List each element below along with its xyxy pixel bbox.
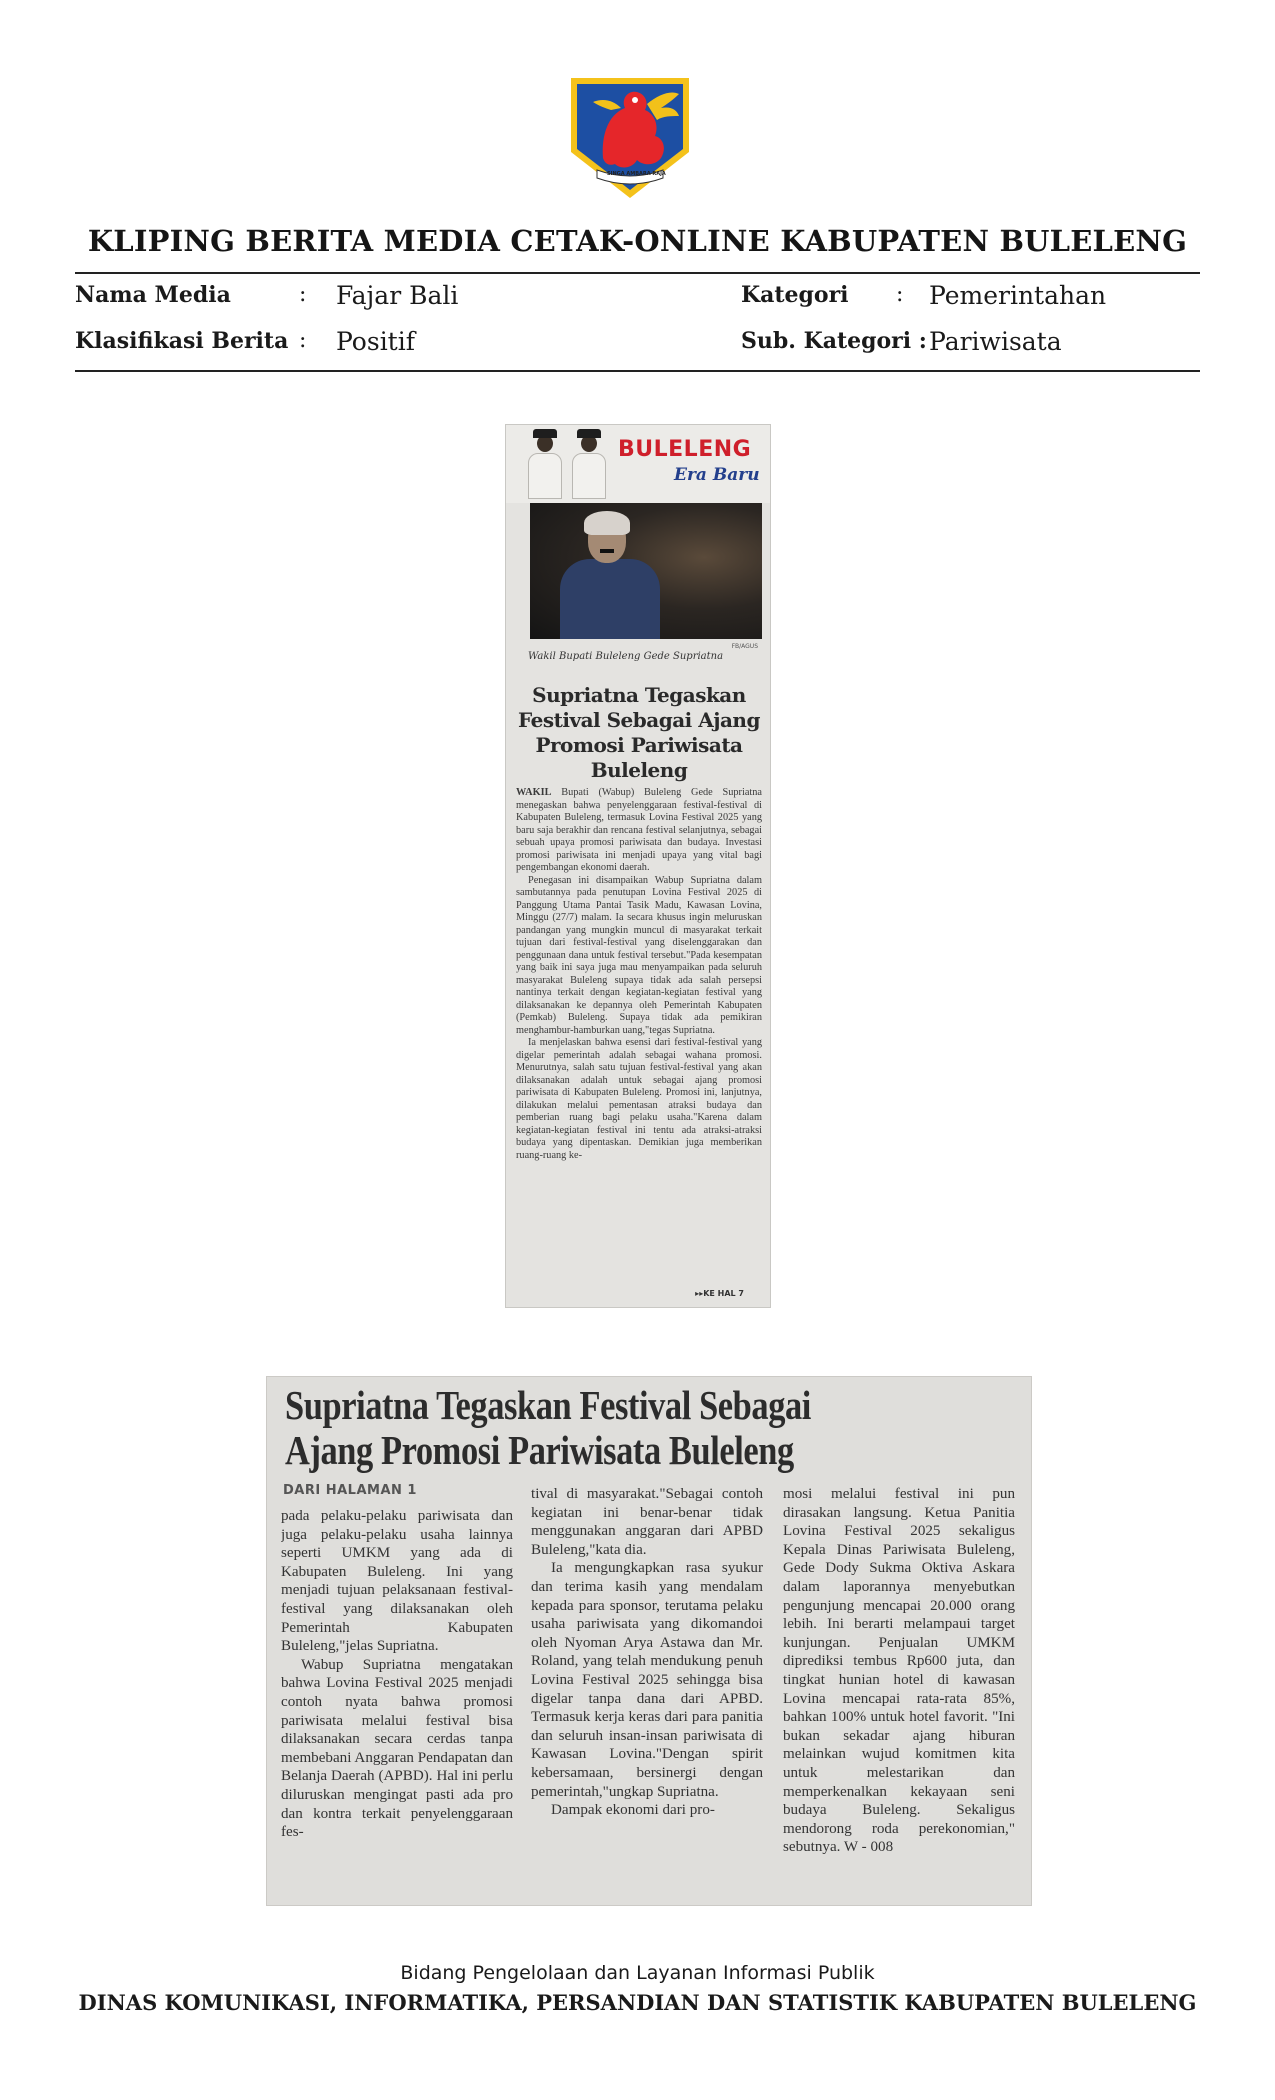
- article-body: [516, 787, 762, 1283]
- article-column-3: [783, 1485, 1015, 1899]
- photo-credit: FB/AGUS: [731, 643, 758, 650]
- lead-word: WAKIL: [516, 787, 552, 798]
- article-paragraph: WAKIL Bupati (Wabup) Buleleng Gede Supriatna menegaskan bahwa penyelenggaraan festival-festival di Kabupaten Buleleng, termasuk Lovina Festival 2025 yang baru saja berakhir dan rencana festival selanjutnya, sebagai sebuah upaya promosi pariwisata dan budaya. Investasi promosi pariwisata ini menjadi upaya yang vital bagi pengembangan ekonomi daerah.: [516, 787, 762, 873]
- classification-label: Klasifikasi Berita: [75, 328, 289, 354]
- article-paragraph: Penegasan ini disampaikan Wabup Supriatna dalam sambutannya pada penutupan Lovina Festival 2025 di Panggung Utama Pantai Tasik Madu, Kawasan Lovina, Minggu (27/7) malam. Ia secara khusus ingin meluruskan pandangan yang mungkin muncul di masyarakat terkait tujuan dari festival-festival yang diselenggarakan dan penggunaan dana untuk festival tersebut."Pada kesempatan yang baik ini saya juga mau menyampaikan pada seluruh masyarakat Buleleng supaya tidak ada salah persepsi nantinya terkait dengan kegiatan-kegiatan festival yang dilaksanakan ke depannya oleh Pemerintah Kabupaten (Pemkab) Buleleng. Supaya tidak ada pemikiran menghambur-hamburkan uang,"tegas Supriatna.: [516, 874, 762, 1036]
- photo-caption: Wakil Bupati Buleleng Gede Supriatna: [528, 651, 724, 662]
- article-paragraph: Dampak ekonomi dari pro-: [551, 1802, 715, 1819]
- clipping-banner: [506, 425, 771, 503]
- article-paragraph: Ia menjelaskan bahwa esensi dari festival-festival yang digelar pemerintah adalah sebagai wahana promosi. Menurutnya, salah satu tujuan festival-festival yang akan dilaksanakan adalah untuk sebagai ajang promosi pariwisata di Kabupaten Buleleng. Promosi ini, lanjutnya, dilakukan melalui pementasan atraksi budaya dan pemberian ruang bagi pelaku usaha."Karena dalam kegiatan-kegiatan festival ini tentu ada atraksi-atraksi budaya yang dipentaskan. Demikian juga memberikan ruang-ruang ke-: [516, 1037, 762, 1161]
- article-paragraph: pada pelaku-pelaku pariwisata dan juga pelaku-pelaku usaha lainnya seperti UMKM yang ada di Kabupaten Buleleng. Ini yang menjadi tujuan pelaksanaan festival-festival yang dilaksanakan oleh Pemerintah Kabupaten Buleleng,"jelas Supriatna.: [281, 1508, 513, 1655]
- regency-emblem-logo: [563, 74, 697, 202]
- header-bottom-divider: [75, 370, 1200, 372]
- classification-value: Positif: [336, 327, 415, 356]
- article-paragraph: Ia mengungkapkan rasa syukur dan terima kasih yang mendalam kepada para sponsor, terutama pelaku usaha pariwisata yang dikomandoi oleh Nyoman Arya Astawa dan Mr. Roland, yang telah mendukung penuh Lovina Festival 2025 sehingga bisa digelar tanpa dana dari APBD. Termasuk kerja keras dari para panitia dan seluruh insan-insan pariwisata di Kawasan Lovina."Dengan spirit kebersamaan, bersinergi dengan pemerintah,"ungkap Supriatna.: [531, 1560, 763, 1800]
- article-paragraph: Wabup Supriatna mengatakan bahwa Lovina Festival 2025 menjadi contoh nyata bahwa promosi pariwisata melalui festival bisa dilaksanakan secara cerdas tanpa membebani Anggaran Pendapatan dan Belanja Daerah (APBD). Hal ini perlu diluruskan mengingat pasti ada pro dan kontra terkait penyelenggaraan fes-: [281, 1656, 513, 1841]
- newspaper-clipping-continuation: [266, 1376, 1032, 1906]
- emblem-motto: SINGA AMBARA RAJA: [607, 171, 666, 177]
- media-name-label: Nama Media: [75, 282, 231, 308]
- adjacent-page-bleed: [973, 1385, 1032, 1445]
- category-value: Pemerintahan: [929, 281, 1107, 310]
- footer-division: Bidang Pengelolaan dan Layanan Informasi Publik: [400, 1962, 875, 1984]
- article-column-2: [531, 1485, 763, 1899]
- continuation-headline: Supriatna Tegaskan Festival Sebagai Ajang Promosi Pariwisata Buleleng: [285, 1382, 811, 1473]
- official-portrait-figure: [572, 429, 606, 499]
- news-photo: [530, 503, 762, 639]
- category-colon: :: [896, 282, 904, 307]
- lion-emblem-icon: [563, 74, 697, 202]
- classification-colon: :: [299, 328, 307, 353]
- sub-category-label: Sub. Kategori :: [741, 328, 927, 354]
- article-paragraph: mosi melalui festival ini pun dirasakan langsung. Ketua Panitia Lovina Festival 2025 sekaligus Kepala Dinas Pariwisata Buleleng, Gede Dody Sukma Oktiva Askara dalam laporannya menyebutkan pengunjung mencapai 20.000 orang lebih. Ini berarti melampaui target kunjungan. Penjualan UMKM diprediksi tembus Rp600 juta, dan tingkat hunian hotel di kawasan Lovina mencapai rata-rata 85%, bahkan 100% untuk hotel favorit. "Ini bukan sekadar ajang hiburan melainkan wujud komitmen kita untuk melestarikan dan memperkenalkan kekayaan seni budaya Buleleng. Sekaligus mendorong roda perekonomian," sebutnya. W - 008: [783, 1486, 1015, 1856]
- continued-on-page-marker: ▸▸KE HAL 7: [695, 1289, 744, 1298]
- newspaper-clipping-front-page: [505, 424, 771, 1308]
- column-brand: BULELENG: [618, 437, 752, 462]
- page-title: KLIPING BERITA MEDIA CETAK-ONLINE KABUPATEN BULELENG: [87, 224, 1188, 258]
- column-brand-subtitle: Era Baru: [674, 465, 760, 485]
- header-top-divider: [75, 272, 1200, 274]
- sub-category-value: Pariwisata: [929, 327, 1062, 356]
- article-column-1: [281, 1507, 513, 1899]
- official-portrait-figure: [528, 429, 562, 499]
- article-paragraph: tival di masyarakat."Sebagai contoh kegiatan ini benar-benar tidak menggunakan anggaran dari APBD Buleleng,"kata dia.: [531, 1486, 763, 1558]
- article-headline: Supriatna Tegaskan Festival Sebagai Ajang Promosi Pariwisata Buleleng: [518, 683, 760, 782]
- media-name-value: Fajar Bali: [336, 281, 459, 310]
- from-page-label: DARI HALAMAN 1: [283, 1483, 417, 1498]
- footer-agency: DINAS KOMUNIKASI, INFORMATIKA, PERSANDIAN DAN STATISTIK KABUPATEN BULELENG: [78, 1990, 1197, 2015]
- media-name-colon: :: [299, 282, 307, 307]
- category-label: Kategori: [741, 282, 849, 308]
